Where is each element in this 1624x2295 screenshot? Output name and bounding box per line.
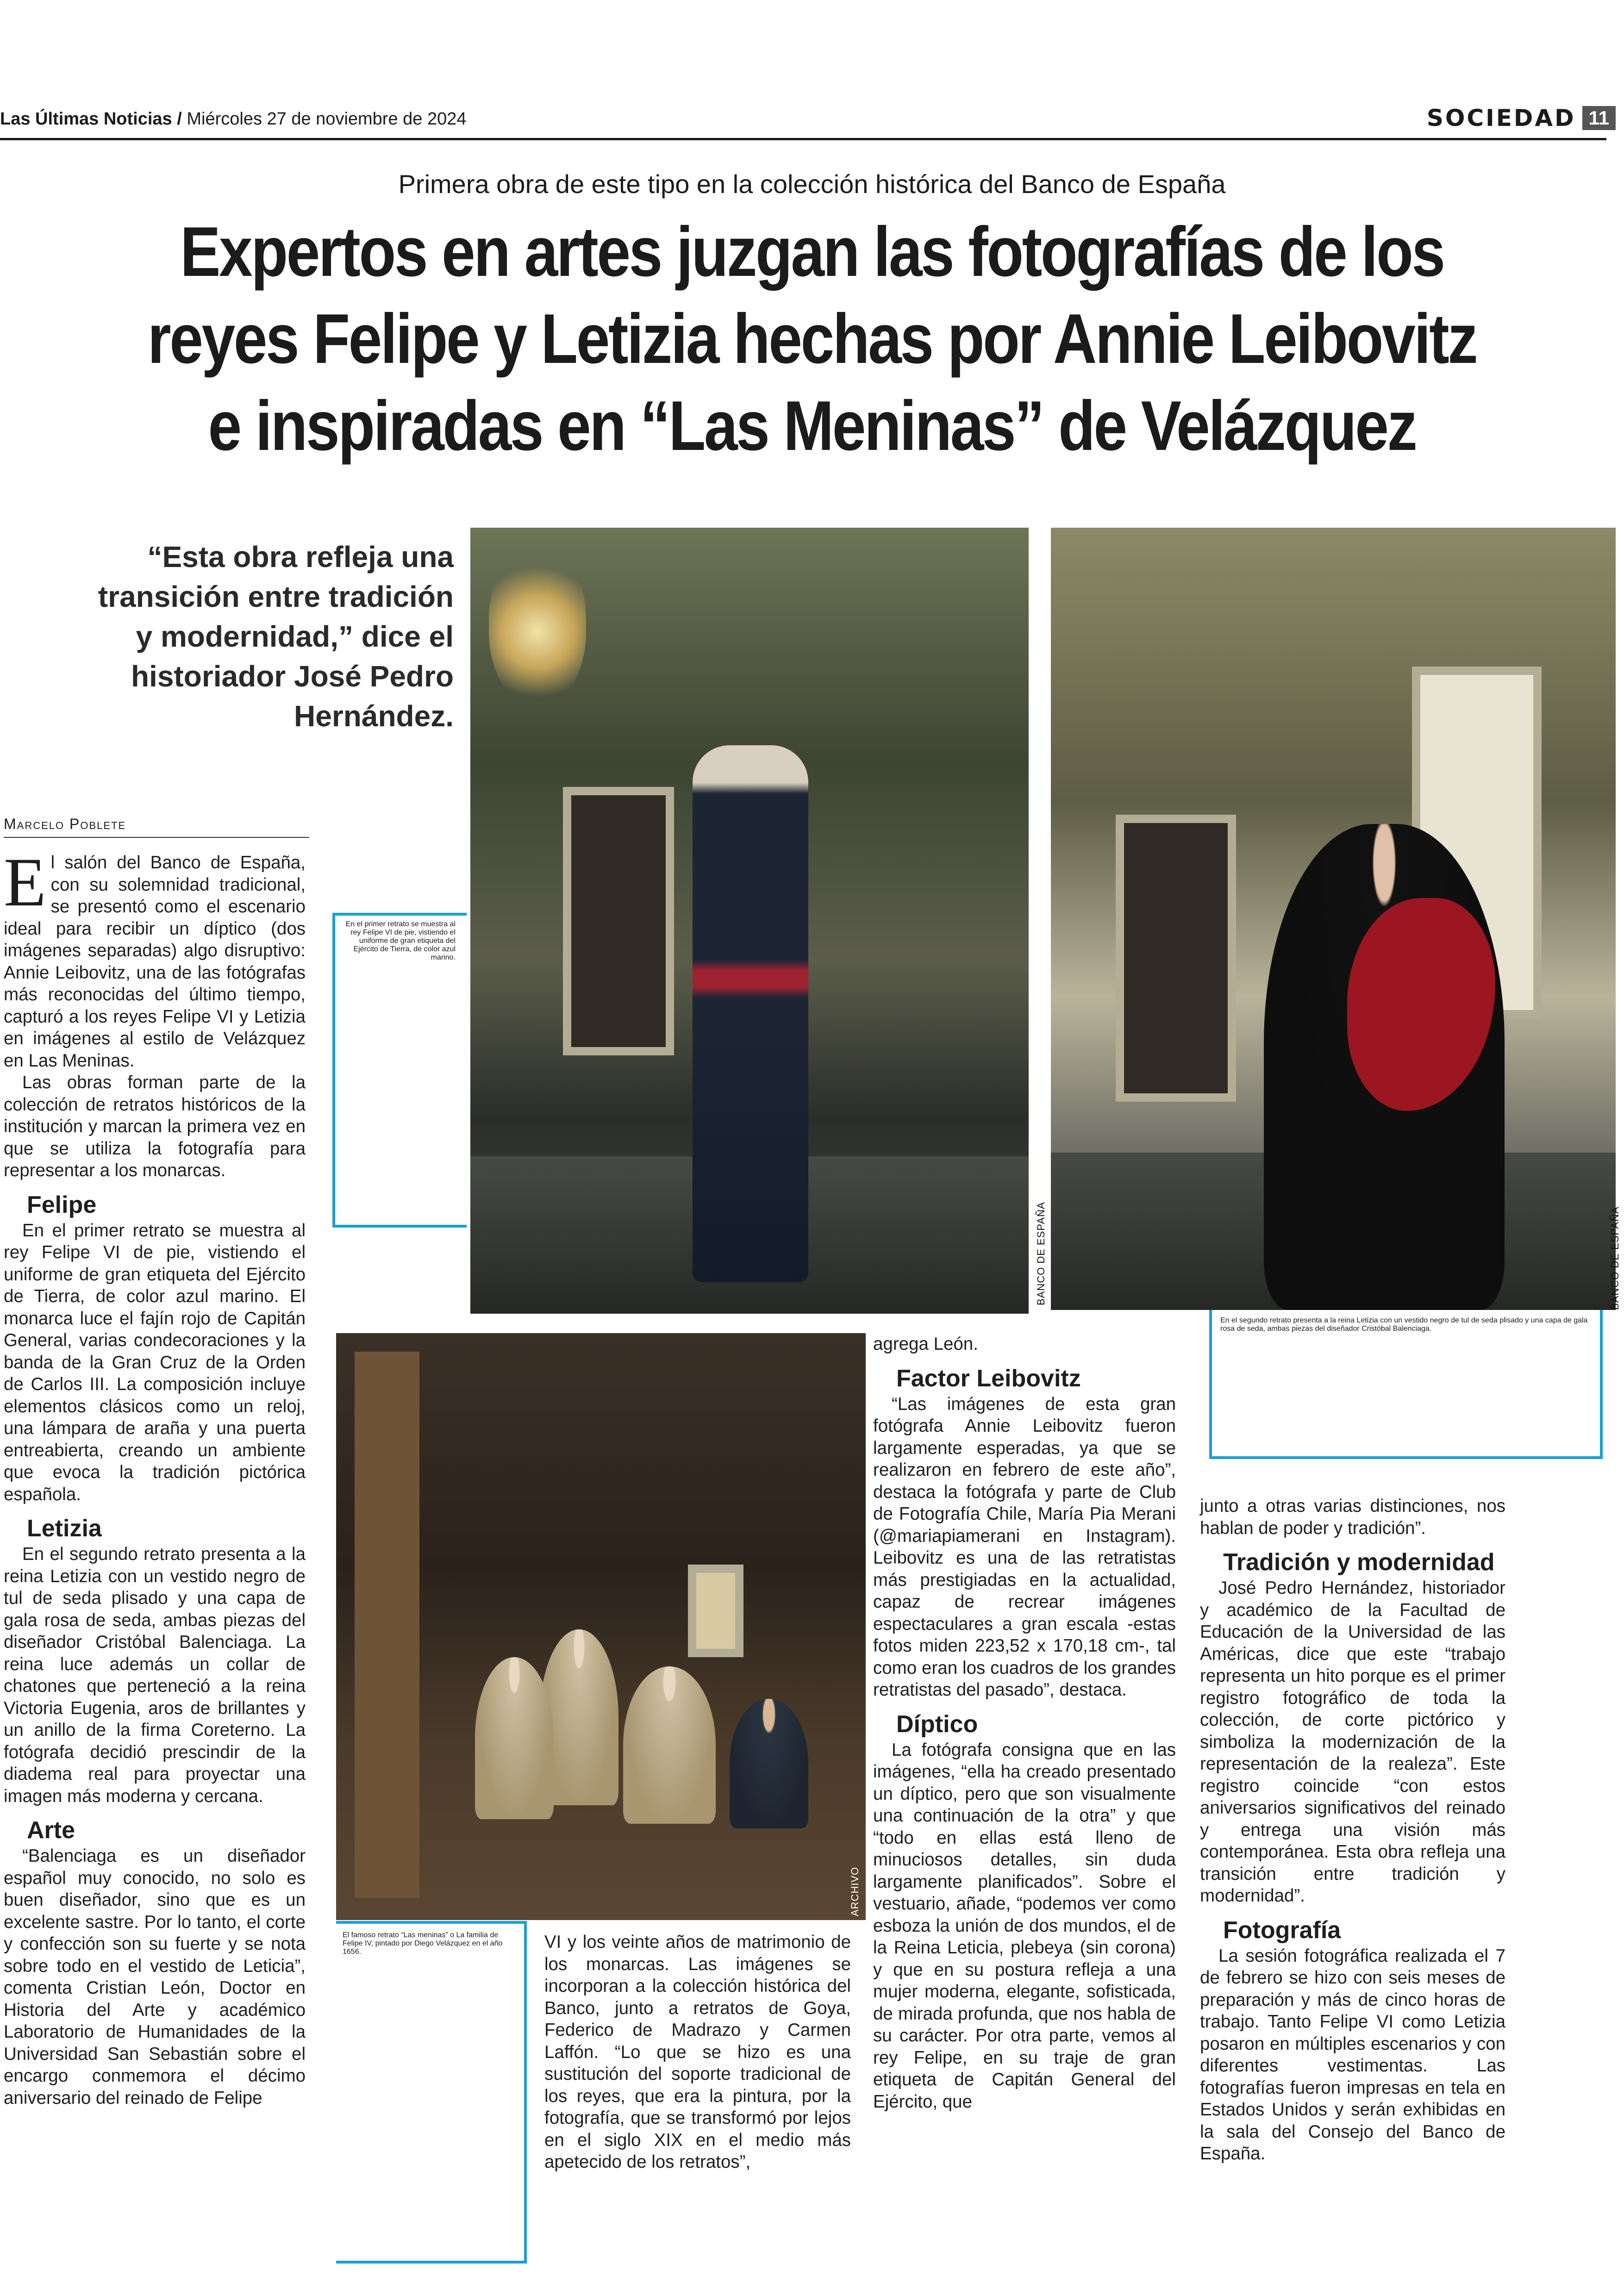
- intro-text: l salón del Banco de España, con su solemnidad tradicional, se presentó como el escenario ideal para recibir un díptico (dos imágenes separadas) algo disruptivo: Annie Leibovitz, una de las fotógrafas más reconocidas del último tiempo, capturó a los reyes Felipe VI y Letizia en imágenes al estilo de Velázquez en Las Meninas.: [4, 853, 306, 1071]
- doorway-shape: [563, 787, 674, 1055]
- article-column-1: [4, 844, 306, 2109]
- pull-quote: “Esta obra refleja una transición entre tradición y modernidad,” dice el historiador José Pedro Hernández.: [98, 540, 454, 733]
- subhead-arte: Arte: [27, 1817, 75, 1844]
- chandelier-icon: [489, 555, 586, 708]
- headline-line-1: Expertos en artes juzgan las fotografías de los: [180, 212, 1444, 291]
- intro-paragraph: [4, 844, 306, 1072]
- article-column-4: [1200, 1495, 1505, 2165]
- las-meninas-photo: [336, 1333, 866, 1920]
- king-photo-credit: BANCO DE ESPAÑA: [1035, 1202, 1047, 1305]
- subhead-fotografia: Fotografía: [1223, 1916, 1341, 1944]
- menina-figure-shape: [475, 1657, 554, 1819]
- col3-continuation: agrega León.: [873, 1334, 978, 1354]
- back-door-shape: [688, 1565, 743, 1657]
- byline-rule: [4, 837, 309, 838]
- queen-portrait-photo: [1051, 528, 1616, 1310]
- doorway-shape: [1116, 815, 1236, 1102]
- newspaper-name: Las Últimas Noticias: [0, 109, 172, 129]
- arte-paragraph: “Balenciaga es un diseñador español muy conocido, no solo es buen diseñador, sino que es un excelente sastre. Por lo tanto, el corte y confección son su fuerte y se nota sobre todo en el vestido de Leticia”, comenta Cristian León, Doctor en Historia del Arte y académico Laboratorio de Humanidades de la Universidad San Sebastián sobre el encargo conmemora el décimo aniversario del reinado de Felipe: [4, 1846, 306, 2108]
- col4-continuation: junto a otras varias distinciones, nos hablan de poder y tradición”.: [1200, 1496, 1505, 1538]
- king-figure-shape: [693, 745, 808, 1282]
- fotografia-paragraph: La sesión fotográfica realizada el 7 de febrero se hizo con seis meses de preparación y más de cinco horas de trabajo. Tanto Felipe VI como Letizia posaron en múltiples escenarios y con diferentes vestimentas. Las fotografías fueron impresas en tela en Estados Unidos y serán exhibidas en la sala del Consejo del Banco de España.: [1200, 1946, 1505, 2164]
- article-column-2: [544, 1931, 851, 2173]
- dwarf-figure-shape: [730, 1699, 808, 1828]
- headline: [122, 208, 1502, 469]
- subhead-letizia: Letizia: [27, 1515, 102, 1542]
- masthead-line: [0, 109, 467, 129]
- queen-photo-caption: En el segundo retrato presenta a la reina Letizia con un vestido negro de tul de seda plisado y una capa de gala rosa de seda, ambas piezas del diseñador Cristóbal Balenciaga.: [1209, 1310, 1603, 1459]
- felipe-paragraph: En el primer retrato se muestra al rey Felipe VI de pie, vistiendo el uniforme de gran etiqueta del Ejército de Tierra, de color azul marino. El monarca luce el fajín rojo de Capitán General, varias condecoraciones y la banda de la Gran Cruz de la Orden de Carlos III. La composición incluye elementos clásicos como un reloj, una lámpara de araña y una puerta entreabierta, creando un ambiente que evoca la tradición pictórica española.: [4, 1220, 306, 1504]
- header-rule: [0, 138, 1606, 140]
- letizia-paragraph: En el segundo retrato presenta a la reina Letizia con un vestido negro de tul de seda plisado y una capa de gala rosa de seda, ambas piezas del diseñador Cristóbal Balenciaga. La reina luce además un collar de chatones que perteneció a la reina Victoria Eugenia, aros de brillantes y un anillo de la firma Coreterno. La fotógrafa decidió prescindir de la diadema real para proyectar una imagen más moderna y cercana.: [4, 1544, 306, 1806]
- meninas-photo-credit: ARCHIVO: [849, 1866, 861, 1916]
- menina-figure-shape: [623, 1666, 716, 1824]
- article-column-3: [873, 1333, 1176, 2113]
- drop-cap: E: [4, 844, 46, 921]
- section-name: SOCIEDAD: [1426, 105, 1576, 131]
- queen-photo-credit: BANCO DE ESPAÑA: [1609, 1206, 1621, 1310]
- king-photo-caption: En el primer retrato se muestra al rey Felipe VI de pie, vistiendo el uniforme de gran etiqueta del Ejército de Tierra, de color azul marino.: [332, 913, 467, 1228]
- subhead-diptico: Díptico: [896, 1710, 978, 1738]
- intro-paragraph-2: Las obras forman parte de la colección de retratos históricos de la institución y marcan la primera vez en que se utiliza la fotografía para representar a los monarcas.: [4, 1073, 306, 1180]
- headline-line-2: reyes Felipe y Letizia hechas por Annie Leibovitz: [147, 299, 1477, 378]
- section-header: [1427, 105, 1616, 131]
- byline: Marcelo Poblete: [4, 816, 126, 832]
- diptico-paragraph: La fotógrafa consigna que en las imágenes, “ella ha creado presentado un díptico, pero que son visualmente una continuación de la otra” y que “todo en ellas está lleno de minuciosos detalles, sin duda largamente planificados”. Sobre el vestuario, añade, “podemos ver como esboza la unión de dos mundos, el de la Reina Leticia, plebeya (sin corona) y que en su postura refleja a una mujer moderna, elegante, sofisticada, de mirada profunda, que nos habla de su carácter. Por otra parte, vemos al rey Felipe, en su traje de gran etiqueta de Capitán General del Ejército, que: [873, 1740, 1176, 2112]
- subhead-factor-leibovitz: Factor Leibovitz: [896, 1365, 1081, 1392]
- meninas-photo-caption: El famoso retrato “Las meninas” o La familia de Felipe IV, pintado por Diego Velázquez en el año 1656.: [336, 1921, 527, 2264]
- factor-paragraph: “Las imágenes de esta gran fotógrafa Annie Leibovitz fueron largamente esperadas, ya que se realizaron en febrero de este año”, destaca la fotógrafa y parte de Club de Fotografía Chile, María Pia Merani (@mariapiamerani en Instagram). Leibovitz es una de las retratistas más prestigiadas en la actualidad, capaz de recrear imágenes espectaculares a gran escala -estas fotos miden 223,52 x 170,18 cm-, tal como eran los cuadros de los grandes retratistas del pasado”, destaca.: [873, 1394, 1176, 1700]
- col2-continuation: VI y los veinte años de matrimonio de los monarcas. Las imágenes se incorporan a la colección histórica del Banco, junto a retratos de Goya, Federico de Madrazo y Carmen Laffón. “Lo que se hizo es una sustitución del soporte tradicional de los reyes, que era la pintura, por la fotografía, que se transformó por lejos en el siglo XIX en el medio más apetecido de los retratos”,: [544, 1932, 851, 2172]
- kicker: Primera obra de este tipo en la colección histórica del Banco de España: [398, 169, 1226, 199]
- subhead-felipe: Felipe: [27, 1191, 97, 1218]
- headline-line-3: e inspiradas en “Las Meninas” de Velázquez: [208, 387, 1416, 465]
- subhead-tradicion: Tradición y modernidad: [1223, 1549, 1495, 1576]
- king-portrait-photo: [470, 528, 1029, 1314]
- canvas-edge-shape: [355, 1352, 419, 1898]
- issue-date: Miércoles 27 de noviembre de 2024: [187, 109, 467, 129]
- header-separator: /: [177, 109, 182, 129]
- page-number: 11: [1582, 106, 1616, 130]
- tradicion-paragraph: José Pedro Hernández, historiador y académico de la Facultad de Educación de la Universidad de las Américas, dice que este “trabajo representa un hito porque es el primer registro fotográfico de toda la colección, de corte pictórico y simboliza la modernización de la representación de la realeza”. Este registro coincide “con estos aniversarios significativos del reinado y entrega una visión más contemporánea. Esta obra refleja una transición entre tradición y modernidad”.: [1200, 1578, 1505, 1906]
